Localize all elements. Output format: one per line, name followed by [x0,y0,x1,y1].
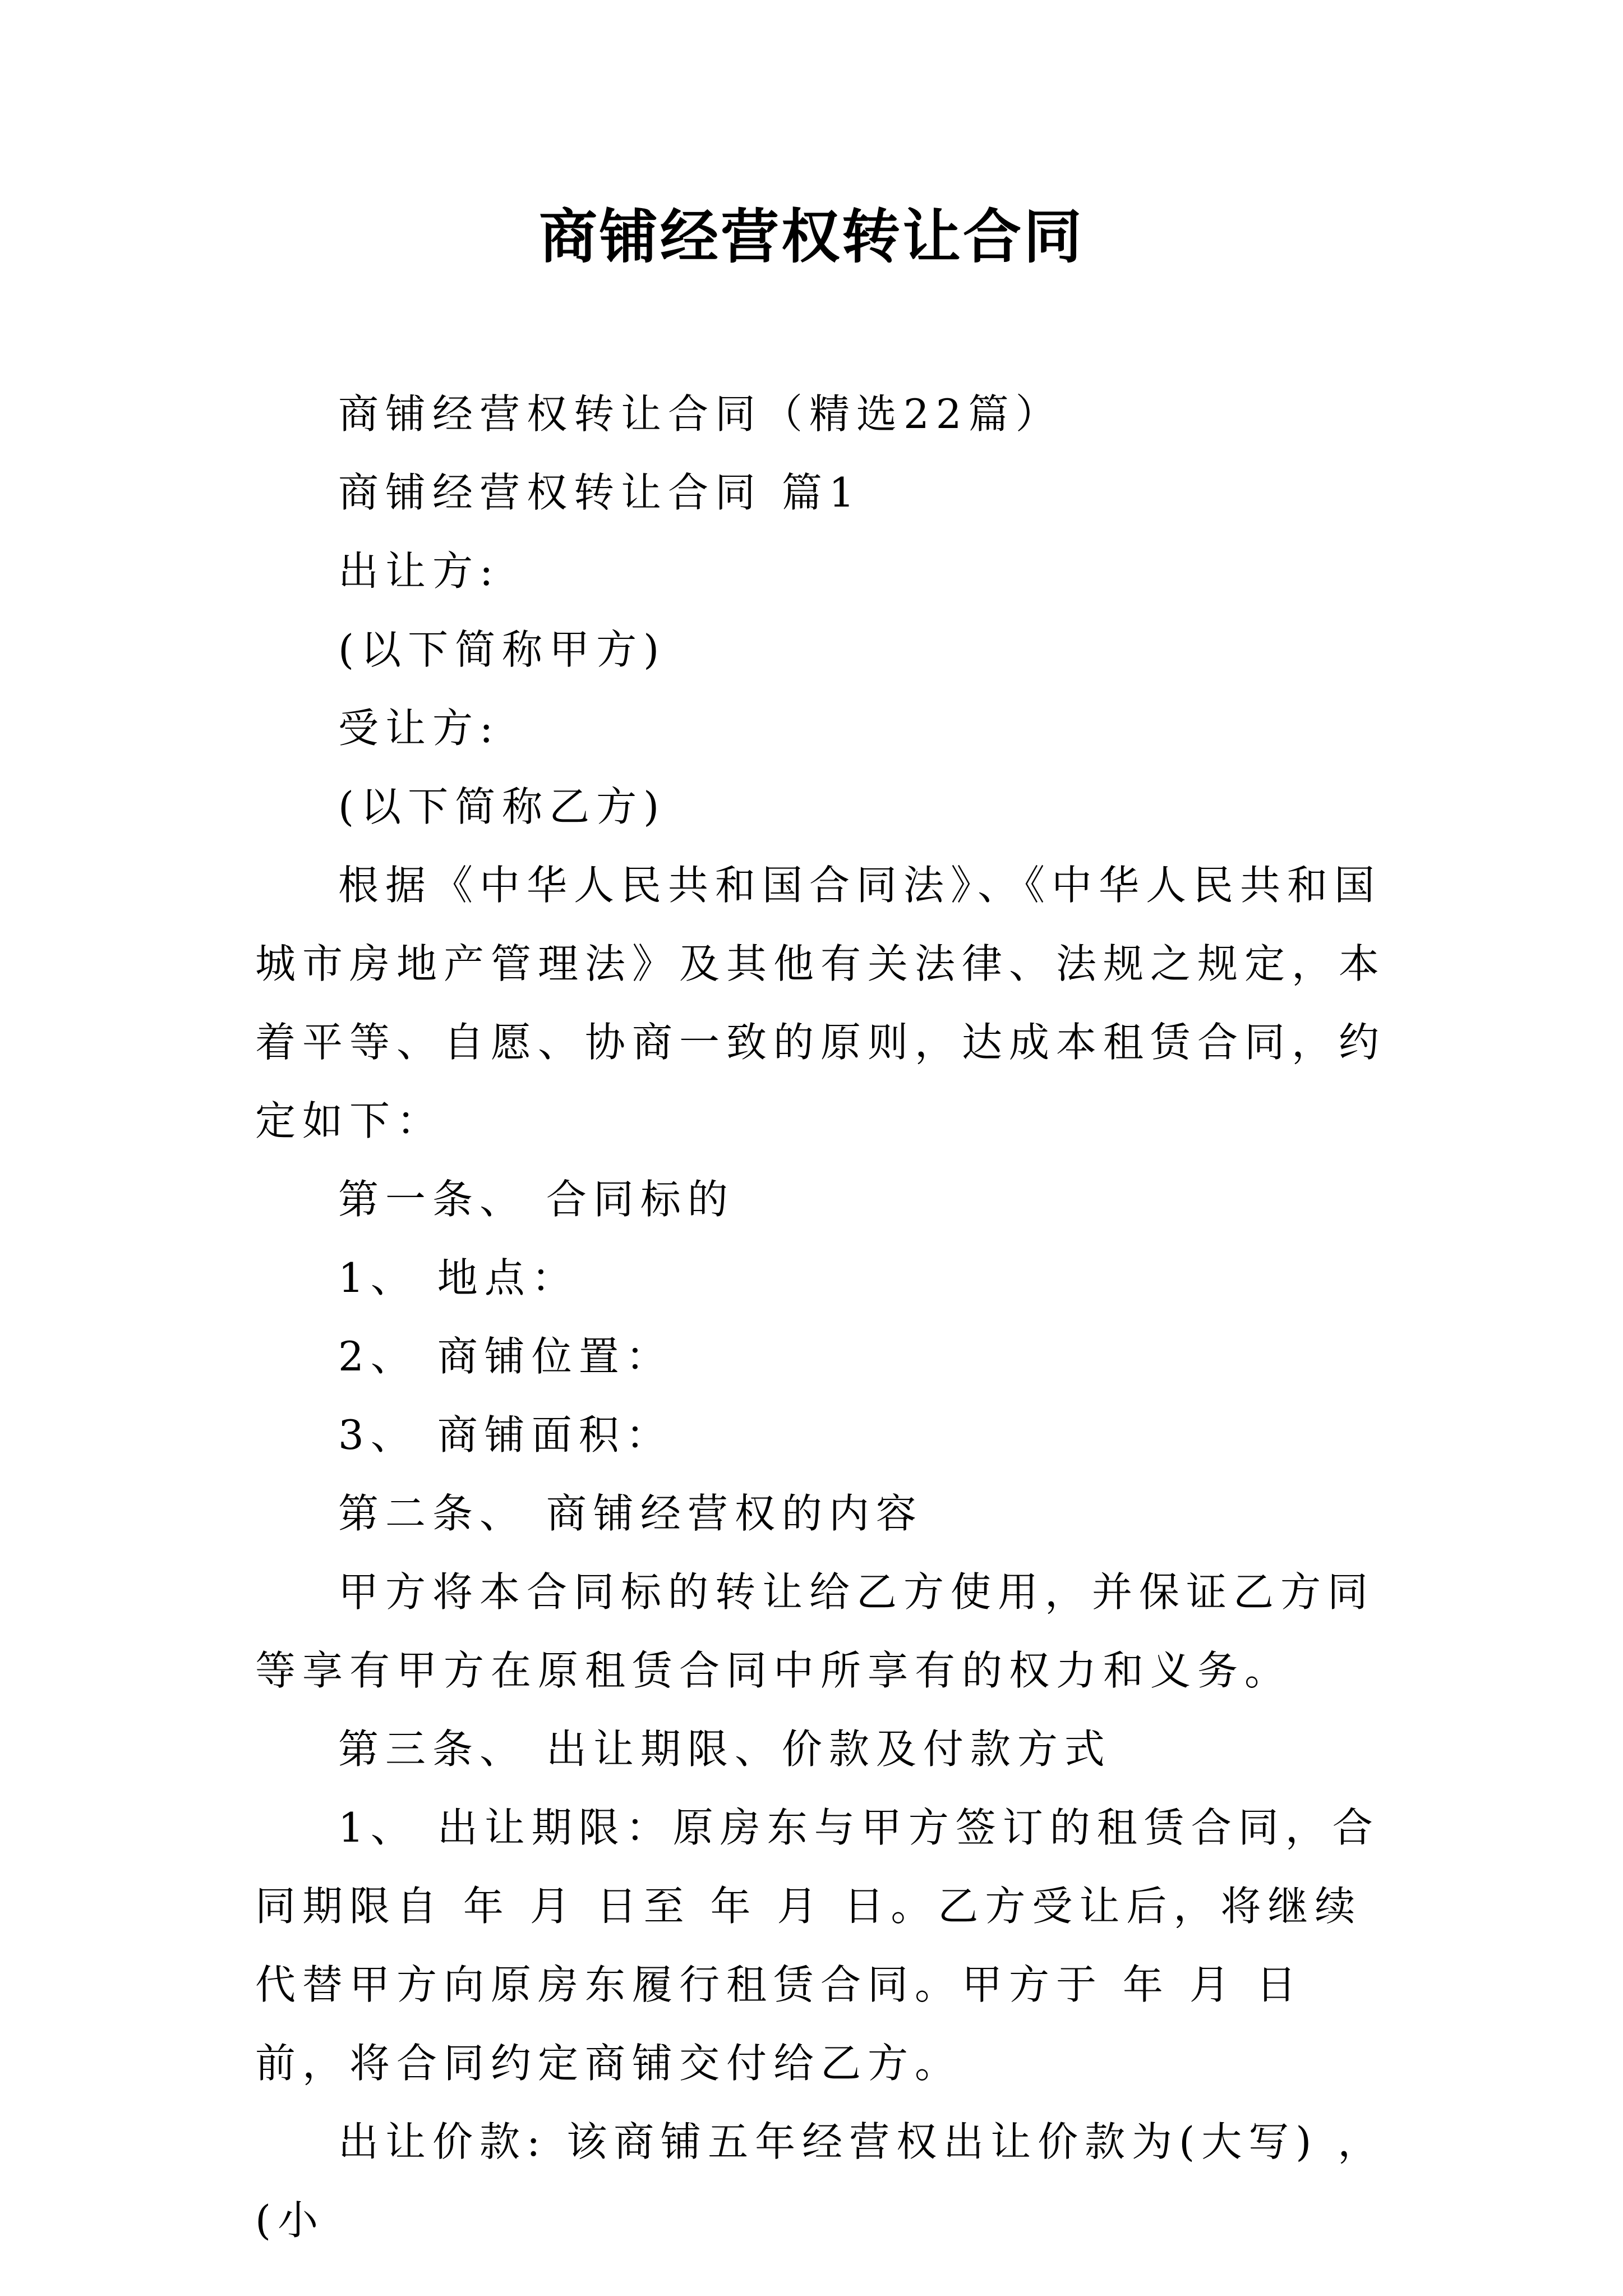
paragraph-clause-2-content: 甲方将本合同标的转让给乙方使用，并保证乙方同等享有甲方在原租赁合同中所享有的权力和义务。 [255,1568,1375,1694]
paragraph-party-a-note: (以下简称甲方) [338,626,666,673]
paragraph-transferor: 出让方: [338,547,500,595]
paragraph-legal-basis: 根据《中华人民共和国合同法》、《中华人民共和国城市房地产管理法》及其他有关法律、法规之规定，本着平等、自愿、协商一致的原则，达成本租赁合同，约定如下： [255,862,1386,1144]
paragraph-transfer-price: 出让价款: 该商铺五年经营权出让价款为(大写) ， (小 [255,2118,1405,2244]
paragraph-clause-1-heading: 第一条、 合同标的 [338,1176,735,1223]
paragraph-shop-area: 3、 商铺面积： [338,1411,673,1458]
paragraph-article-heading: 商铺经营权转让合同 篇1 [338,469,861,516]
paragraph-clause-2-heading: 第二条、 商铺经营权的内容 [338,1490,923,1537]
paragraph-location: 1、 地点： [338,1254,579,1301]
document-title: 商铺经营权转让合同 [538,202,1084,271]
paragraph-transfer-term: 1、 出让期限：原房东与甲方签订的租赁合同，合同期限自 年 月 日至 年 月 日。乙方受让后，将继续代替甲方向原房东履行租赁合同。甲方于 年 月 日前，将合同约定商铺交付给乙方。 [255,1804,1380,2087]
document-body [255,375,1405,2260]
paragraph-transferee: 受让方: [338,705,500,752]
paragraph-party-b-note: (以下简称乙方) [338,783,666,830]
paragraph-collection-title: 商铺经营权转让合同（精选22篇） [338,390,1063,438]
paragraph-shop-position: 2、 商铺位置： [338,1333,673,1380]
paragraph-clause-3-heading: 第三条、 出让期限、价款及付款方式 [338,1726,1112,1773]
